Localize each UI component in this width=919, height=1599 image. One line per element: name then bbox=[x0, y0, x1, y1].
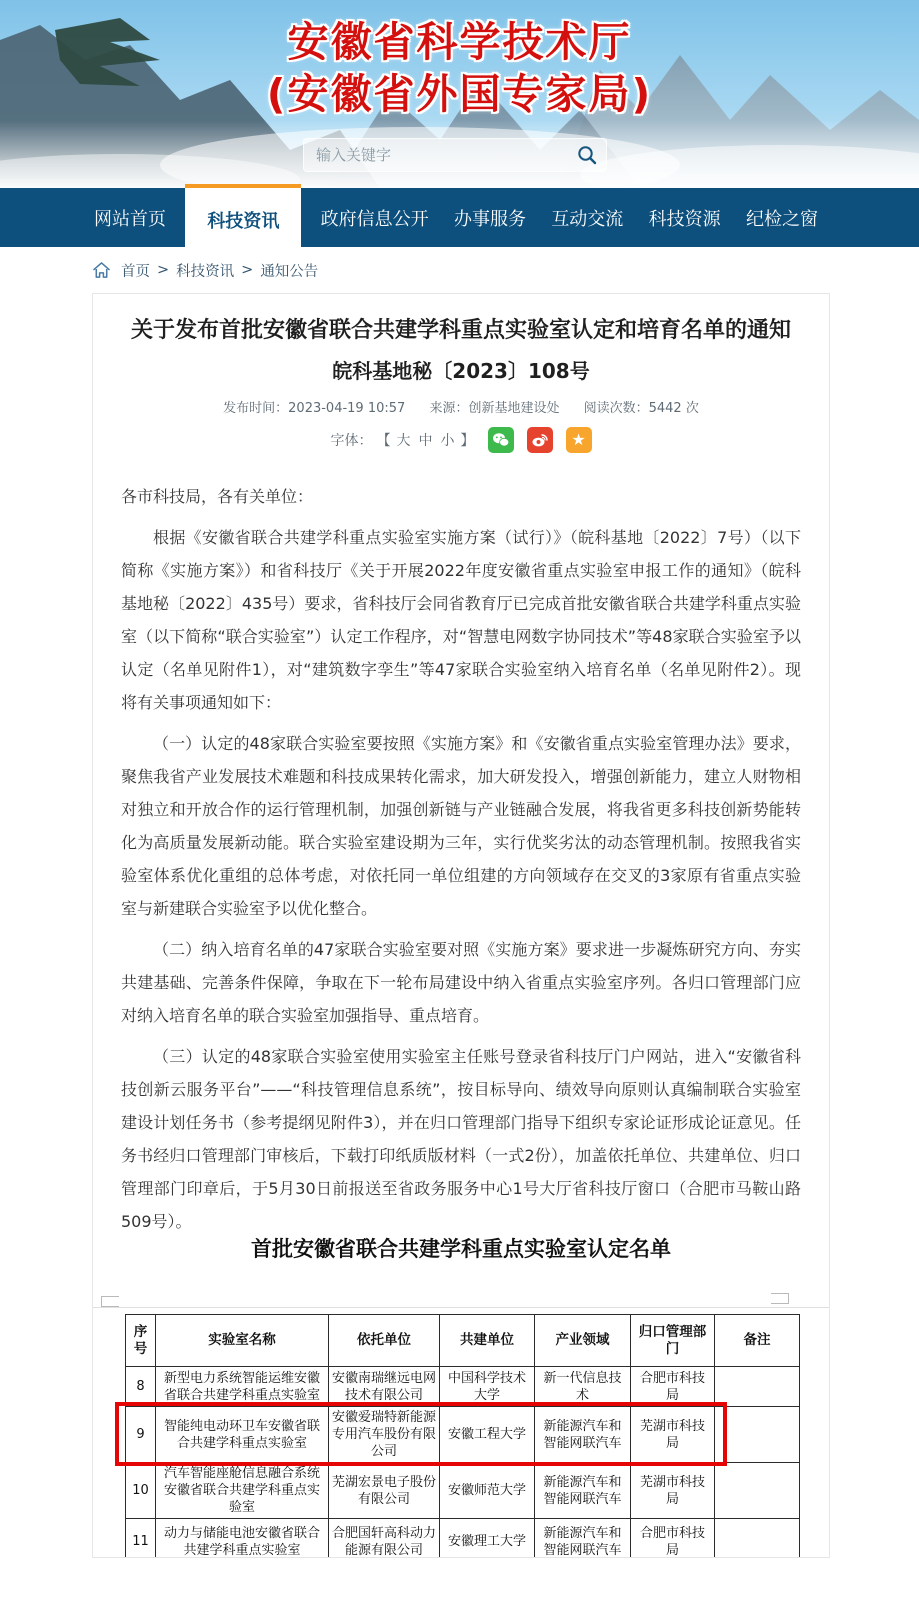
nav-item-discipline[interactable]: 纪检之窗 bbox=[745, 208, 818, 230]
cell-lab-name: 动力与储能电池安徽省联合共建学科重点实验室 bbox=[156, 1519, 329, 1559]
view-count: 阅读次数：5442 次 bbox=[583, 401, 699, 416]
table-section bbox=[93, 1234, 829, 1558]
font-size-large[interactable]: 大 bbox=[396, 433, 411, 449]
cell-partner-unit: 安徽理工大学 bbox=[440, 1519, 535, 1559]
nav-item-services[interactable]: 办事服务 bbox=[453, 208, 526, 230]
nav-item-interaction[interactable]: 互动交流 bbox=[551, 208, 624, 230]
cell-seq: 11 bbox=[126, 1519, 156, 1559]
cell-industry: 新能源汽车和智能网联汽车 bbox=[535, 1519, 631, 1559]
cell-lab-name: 新型电力系统智能运维安徽省联合共建学科重点实验室 bbox=[156, 1367, 329, 1407]
doc-corner-mark-right bbox=[771, 1293, 789, 1304]
cell-host-unit: 合肥国轩高科动力能源有限公司 bbox=[329, 1519, 440, 1559]
doc-corner-mark-left bbox=[101, 1296, 119, 1307]
nav-item-home[interactable]: 网站首页 bbox=[94, 208, 166, 230]
cell-note bbox=[715, 1407, 800, 1463]
lab-table bbox=[125, 1314, 800, 1558]
cell-industry: 新一代信息技术 bbox=[535, 1367, 631, 1407]
wechat-share-icon[interactable] bbox=[488, 427, 514, 453]
cell-host-unit: 安徽爱瑞特新能源专用汽车股份有限公司 bbox=[329, 1407, 440, 1463]
nav-item-resources[interactable]: 科技资源 bbox=[648, 208, 721, 230]
cell-partner-unit: 中国科学技术大学 bbox=[440, 1367, 535, 1407]
paragraph: （二）纳入培育名单的47家联合实验室要对照《实施方案》要求进一步凝炼研究方向、夯实共建基础、完善条件保障，争取在下一轮布局建设中纳入省重点实验室序列。各归口管理部门应对纳入培育名单的联合实验室加强指导、重点培育。 bbox=[121, 940, 801, 1025]
col-header-lab-name: 实验室名称 bbox=[156, 1315, 329, 1367]
home-icon[interactable] bbox=[92, 261, 111, 279]
cell-note bbox=[715, 1463, 800, 1519]
paragraph: （一）认定的48家联合实验室要按照《实施方案》和《安徽省重点实验室管理办法》要求，聚焦我省产业发展技术难题和科技成果转化需求，加大研发投入，增强创新能力，建立人财物相对独立和开放合作的运行管理机制，加强创新链与产业链融合发展，将我省更多科技创新势能转化为高质量发展新动能。联合实验室建设期为三年，实行优奖劣汰的动态管理机制。按照我省实验室体系优化重组的总体考虑，对依托同一单位组建的方向领域存在交叉的3家原有省重点实验室与新建联合实验室予以优化整合。 bbox=[121, 734, 801, 918]
article-body bbox=[93, 480, 829, 1234]
col-header-note: 备注 bbox=[715, 1315, 800, 1367]
cell-host-unit: 芜湖宏景电子股份有限公司 bbox=[329, 1463, 440, 1519]
table-row bbox=[126, 1367, 800, 1407]
article-meta bbox=[93, 400, 829, 418]
favorite-star-icon[interactable]: ★ bbox=[566, 427, 592, 453]
col-header-dept: 归口管理部门 bbox=[631, 1315, 715, 1367]
lab-table-wrap bbox=[125, 1314, 799, 1558]
table-title: 首批安徽省联合共建学科重点实验室认定名单 bbox=[251, 1237, 671, 1261]
cell-dept: 合肥市科技局 bbox=[631, 1367, 715, 1407]
table-row bbox=[126, 1519, 800, 1559]
weibo-share-icon[interactable] bbox=[527, 427, 553, 453]
breadcrumb-notices[interactable]: 通知公告 bbox=[260, 263, 319, 280]
search-bar bbox=[303, 138, 607, 172]
col-header-industry: 产业领域 bbox=[535, 1315, 631, 1367]
font-size-controls bbox=[93, 426, 829, 454]
cell-lab-name: 智能纯电动环卫车安徽省联合共建学科重点实验室 bbox=[156, 1407, 329, 1463]
breadcrumb-tech-news[interactable]: 科技资讯 bbox=[176, 263, 235, 280]
bracket-close: 】 bbox=[460, 433, 475, 449]
cell-dept: 芜湖市科技局 bbox=[631, 1407, 715, 1463]
nav-item-gov-info[interactable]: 政府信息公开 bbox=[320, 208, 429, 230]
cell-lab-name: 汽车智能座舱信息融合系统安徽省联合共建学科重点实验室 bbox=[156, 1463, 329, 1519]
cell-seq: 8 bbox=[126, 1367, 156, 1407]
cell-dept: 合肥市科技局 bbox=[631, 1519, 715, 1559]
article-title: 关于发布首批安徽省联合共建学科重点实验室认定和培育名单的通知 bbox=[130, 318, 791, 343]
table-row-highlighted bbox=[126, 1407, 800, 1463]
cell-industry: 新能源汽车和智能网联汽车 bbox=[535, 1463, 631, 1519]
publish-time: 发布时间：2023-04-19 10:57 bbox=[223, 401, 406, 416]
bracket-open: 【 bbox=[376, 433, 391, 449]
paragraph: （三）认定的48家联合实验室使用实验室主任账号登录省科技厅门户网站，进入“安徽省科技创新云服务平台”——“科技管理信息系统”，按目标导向、绩效导向原则认真编制联合实验室建设计划任务书（参考提纲见附件3），并在归口管理部门指导下组织专家论证形成论证意见。任务书经归口管理部门审核后，下载打印纸质版材料（一式2份），加盖依托单位、共建单位、归口管理部门印章后，于5月30日前报送至省政务服务中心1号大厅省科技厅窗口（合肥市马鞍山路509号）。 bbox=[121, 1047, 801, 1231]
cell-seq: 10 bbox=[126, 1463, 156, 1519]
search-input[interactable] bbox=[316, 146, 576, 164]
breadcrumb bbox=[0, 247, 919, 293]
cell-note bbox=[715, 1367, 800, 1407]
table-header-row bbox=[126, 1315, 800, 1367]
cell-seq: 9 bbox=[126, 1407, 156, 1463]
salutation: 各市科技局，各有关单位： bbox=[121, 487, 314, 506]
cell-industry: 新能源汽车和智能网联汽车 bbox=[535, 1407, 631, 1463]
cell-host-unit: 安徽南瑞继远电网技术有限公司 bbox=[329, 1367, 440, 1407]
col-header-seq: 序号 bbox=[126, 1315, 156, 1367]
search-icon[interactable] bbox=[576, 144, 598, 166]
breadcrumb-home[interactable]: 首页 bbox=[121, 263, 150, 280]
cell-dept: 芜湖市科技局 bbox=[631, 1463, 715, 1519]
source: 来源：创新基地建设处 bbox=[429, 401, 560, 416]
document-number: 皖科基地秘〔2023〕108号 bbox=[332, 359, 590, 383]
site-title-line1: 安徽省科学技术厅 bbox=[287, 18, 632, 66]
paragraph: 根据《安徽省联合共建学科重点实验室实施方案（试行）》（皖科基地〔2022〕7号）（以下简称《实施方案》）和省科技厅《关于开展2022年度安徽省重点实验室申报工作的通知》（皖科基地秘〔2022〕435号）要求，省科技厅会同省教育厅已完成首批安徽省联合共建学科重点实验室（以下简称“联合实验室”）认定工作程序，对“智慧电网数字协同技术”等48家联合实验室予以认定（名单见附件1），对“建筑数字孪生”等47家联合实验室纳入培育名单（名单见附件2）。现将有关事项通知如下： bbox=[121, 528, 801, 712]
cell-note bbox=[715, 1519, 800, 1559]
font-size-medium[interactable]: 中 bbox=[418, 433, 433, 449]
cell-partner-unit: 安徽师范大学 bbox=[440, 1463, 535, 1519]
site-title bbox=[0, 0, 919, 120]
table-row bbox=[126, 1463, 800, 1519]
nav-item-tech-news[interactable]: 科技资讯 bbox=[185, 184, 301, 251]
breadcrumb-separator: > bbox=[241, 262, 254, 278]
col-header-partner-unit: 共建单位 bbox=[440, 1315, 535, 1367]
embedded-doc-scroll-track bbox=[93, 1296, 829, 1308]
site-title-line2: (安徽省外国专家局) bbox=[266, 70, 653, 118]
breadcrumb-separator: > bbox=[157, 262, 170, 278]
col-header-host-unit: 依托单位 bbox=[329, 1315, 440, 1367]
cell-partner-unit: 安徽工程大学 bbox=[440, 1407, 535, 1463]
font-size-small[interactable]: 小 bbox=[440, 433, 455, 449]
article-card bbox=[92, 293, 830, 1558]
font-size-label: 字体： bbox=[330, 433, 373, 449]
hero-banner bbox=[0, 0, 919, 188]
main-nav bbox=[0, 188, 919, 247]
